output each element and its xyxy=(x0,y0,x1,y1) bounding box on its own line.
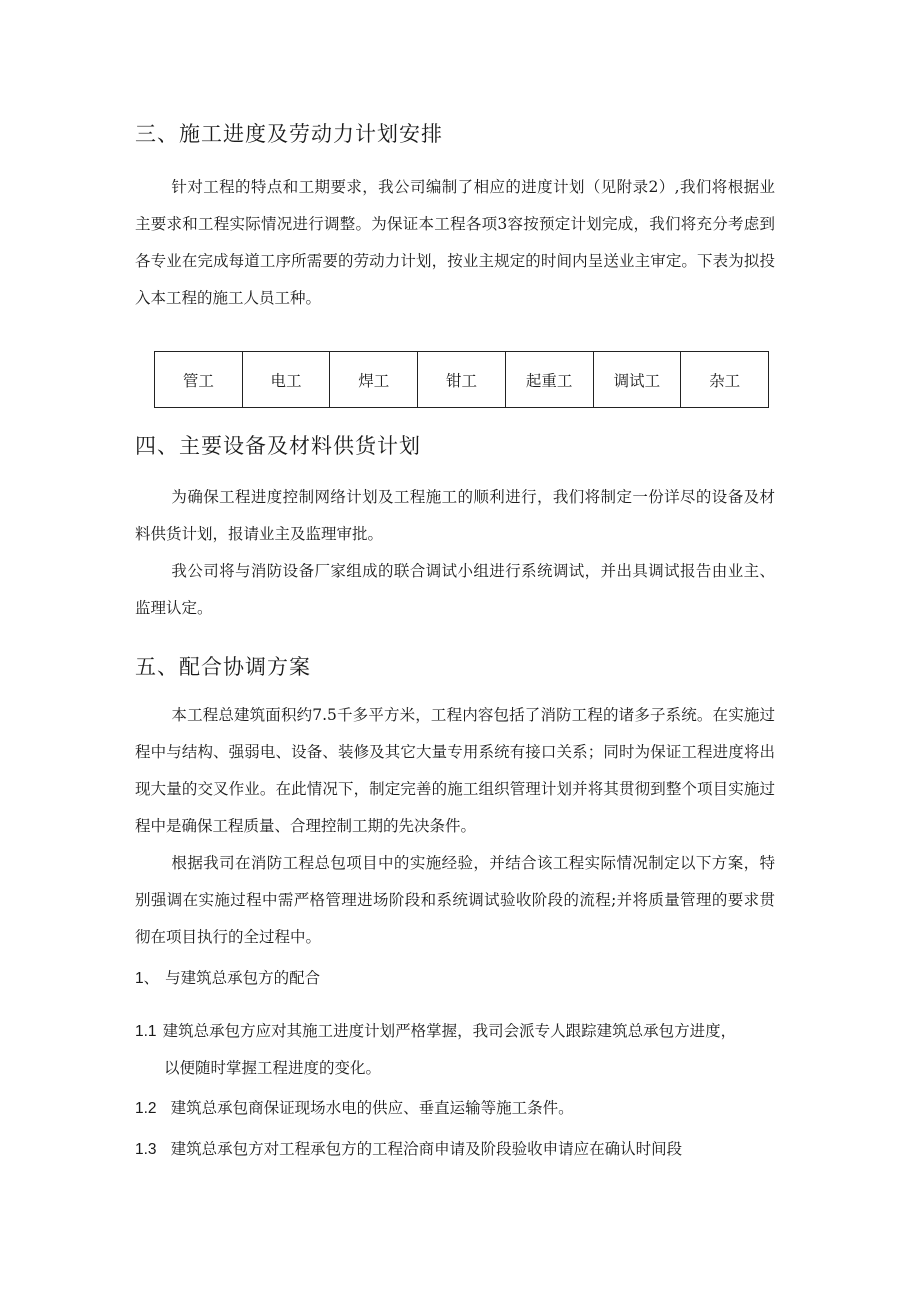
section-5-paragraph-2: 根据我司在消防工程总包项目中的实施经验，并结合该工程实际情况制定以下方案，特别强调在实施过程中需严格管理进场阶段和系统调试验收阶段的流程;并将质量管理的要求贯彻在项目执行的全过程中。 xyxy=(135,854,775,946)
trade-cell: 钳工 xyxy=(418,352,506,408)
section-4-paragraph-2: 我公司将与消防设备厂家组成的联合调试小组进行系统调试，并出具调试报告由业主、监理认定。 xyxy=(135,562,775,617)
list-item-number: 1.3 xyxy=(135,1141,157,1158)
section-3-paragraph: 针对工程的特点和工期要求，我公司编制了相应的进度计划（见附录2）,我们将根据业主要求和工程实际情况进行调整。为保证本工程各项3容按预定计划完成，我们将充分考虑到各专业在完成每道工序所需要的劳动力计划，按业主规定的时间内呈送业主审定。下表为拟投入本工程的施工人员工种。 xyxy=(135,178,775,307)
trade-cell: 电工 xyxy=(242,352,330,408)
subsection-1-title xyxy=(135,966,320,988)
trades-row xyxy=(155,352,769,408)
section-5-heading: 五、配合协调方案 xyxy=(135,655,311,679)
trades-table xyxy=(154,351,769,408)
list-item-text: 建筑总承包商保证现场水电的供应、垂直运输等施工条件。 xyxy=(170,1099,574,1117)
list-item-1-2 xyxy=(135,1090,785,1127)
trade-cell: 管工 xyxy=(155,352,243,408)
list-item-1-1 xyxy=(135,1013,785,1087)
trade-cell: 杂工 xyxy=(681,352,769,408)
trade-cell: 起重工 xyxy=(505,352,593,408)
list-item-number: 1.1 xyxy=(135,1023,157,1040)
trade-cell: 调试工 xyxy=(593,352,681,408)
section-5-paragraph-1: 本工程总建筑面积约7.5千多平方米，工程内容包括了消防工程的诸多子系统。在实施过程中与结构、强弱电、设备、装修及其它大量专用系统有接口关系；同时为保证工程进度将出现大量的交叉作业。在此情况下，制定完善的施工组织管理计划并将其贯彻到整个项目实施过程中是确保工程质量、合理控制工期的先决条件。 xyxy=(135,706,775,835)
trade-cell: 焊工 xyxy=(330,352,418,408)
list-item-continuation: 以便随时掌握工程进度的变化。 xyxy=(164,1059,382,1077)
list-item-text: 建筑总承包方对工程承包方的工程洽商申请及阶段验收申请应在确认时间段 xyxy=(170,1140,683,1158)
list-item-text: 建筑总承包方应对其施工进度计划严格掌握，我司会派专人跟踪建筑总承包方进度， xyxy=(162,1022,737,1040)
section-4-heading: 四、主要设备及材料供货计划 xyxy=(135,434,421,458)
list-item-1-3 xyxy=(135,1131,785,1168)
section-4-paragraph-1: 为确保工程进度控制网络计划及工程施工的顺利进行，我们将制定一份详尽的设备及材料供货计划，报请业主及监理审批。 xyxy=(135,488,775,543)
subsection-1-number: 1、 xyxy=(135,970,160,987)
list-item-number: 1.2 xyxy=(135,1100,157,1117)
subsection-1-text: 与建筑总承包方的配合 xyxy=(165,969,321,987)
section-3-heading: 三、施工进度及劳动力计划安排 xyxy=(135,122,443,146)
